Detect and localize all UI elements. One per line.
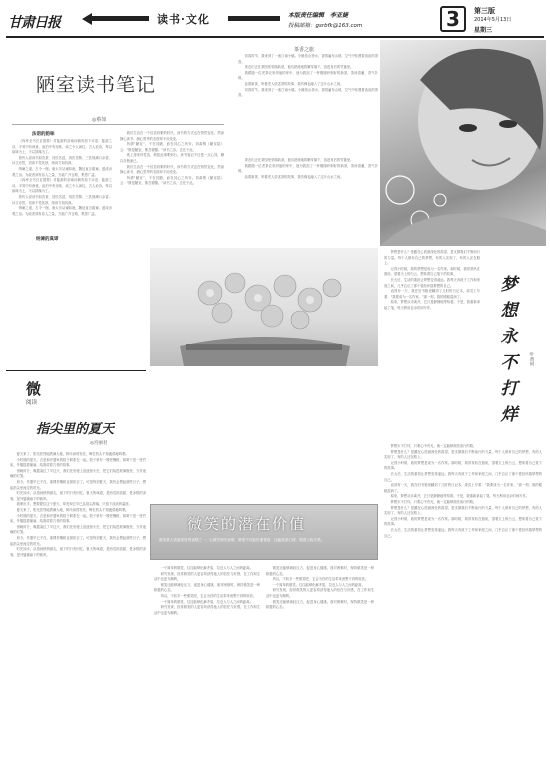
masthead-divider: [6, 36, 544, 38]
title-char: 永: [500, 327, 518, 347]
paragraph: 纸上得来终觉浅，绝知此事要躬行。读书笔记不过是一点心得，聊以自勉而已。: [120, 153, 224, 163]
paragraph: 所谓“陋室”，不在其陋，而在其心之所安。刘禹锡《陋室铭》云：“斯是陋室，惟吾德馨。”读书之乐，正在于此。: [120, 175, 224, 186]
paragraph: 所以，不妨多一些微笑吧，它会为你的生活带来意想不到的收获。: [160, 593, 257, 598]
article-summer: [6, 370, 146, 782]
paragraph: 纳谏之道，古今一理。唐太宗从谏如流，魏征直言敢谏，遂成贞观之治。为政者须有容人之量，方能广开言路，集思广益。: [12, 166, 112, 177]
article-title: 微笑的潜在价值: [187, 515, 307, 533]
title-underline: [12, 124, 224, 125]
paragraph: 长大后，生活的重担让梦想变得遥远。我每天奔波于工作和家庭之间，几乎忘记了那个曾经怀揣梦想的自己。: [384, 471, 542, 482]
paragraph: 微笑还能够减轻压力，促进身心健康。面对困难时，保持微笑是一种积极的心态。: [266, 599, 374, 610]
newspaper-logo: 甘肃日报: [8, 15, 60, 31]
paragraph: 原来，梦想从未离开，它只是静静地等待着。于是，我重新拿起了笔，每天利用业余时间写作。: [384, 300, 480, 310]
paragraph: 曾有人说读书如饮茶，初饮苦涩，再饮甘醇，三饮则满口余香。诗文亦然，初读不觉其妙，细读方知其深。: [12, 194, 112, 205]
header-bar: [91, 16, 149, 21]
paragraph: 我跟随一位老茶农来到他的家中，他为我泡了一杯刚刚炒制好的新茶，茶汤清澈，香气扑鼻。: [238, 70, 378, 81]
paragraph: 夏天来了，阳光热烈地洒满大地，树叶绿得发亮，蝉在枝头不知疲倦地鸣唱。: [16, 452, 129, 456]
section-title: 读书·文化: [157, 13, 210, 26]
article-column: [384, 250, 480, 440]
paragraph: 我跟随一位老茶农来到他的家中，他为我泡了一杯刚刚炒制好的新茶，茶汤清澈，香气扑鼻。: [238, 163, 378, 174]
paragraph: 记得小时候，我的梦想是成为一名作家。那时候，我常常趴在窗前，望着天上的白云，想象着自己笔下的故事。: [384, 516, 542, 527]
subhead-2: 纳谏的真谛: [36, 237, 59, 242]
article-title: 陋室读书笔记: [36, 74, 157, 96]
title-char: 打: [500, 379, 518, 399]
paragraph: 长大后，生活的重担让梦想变得遥远。我每天奔波于工作和家庭之间，几乎忘记了那个曾经怀揣梦想的自己。: [384, 277, 480, 288]
paragraph: 我们生活在一个信息纷繁的时代，读书的方式也在悄然变化，然而静心读书、潜心思考的态度却不应改变。: [120, 131, 224, 141]
paragraph: 小时候的夏天，总是和外婆家的院子联系在一起。院子里有一棵老槐树，树荫下是一张竹床，外婆摇着蒲扇，给我讲着古老的故事。: [10, 513, 146, 524]
paragraph: 所以，不妨多一些微笑吧，它会为你的生活带来意想不到的收获。: [272, 577, 369, 582]
issue-date: 2014年5月13日: [474, 17, 512, 23]
article-dream: [380, 246, 546, 782]
kicker-char: 微: [26, 380, 42, 398]
masthead: [0, 0, 550, 36]
paragraph: 傍晚时分，晚霞染红了半边天，我们在田埂上追逐萤火虫，把它们装进玻璃瓶里，当作夜晚的灯笼。: [10, 524, 146, 535]
email-line: 投稿邮箱：gsrbfk@163.com: [288, 23, 363, 29]
paragraph: 梦想是什么？是藏在心底最深处的渴望，是支撑我们不断前行的力量。每个人都有自己的梦想，有的人实现了，有的人还在路上。: [384, 250, 480, 266]
title-char: 烊: [500, 405, 518, 425]
article-byline: ◎宫丽君: [90, 441, 108, 446]
article-smile: [150, 370, 378, 782]
article-title: 指尖里的夏天: [36, 422, 115, 437]
article-body: [238, 158, 378, 246]
article-deck: 微笑是人类最美好的表情之一。心理学研究表明，微笑不仅能传递善意，还能改善心情，增进人际关系。: [159, 538, 325, 542]
child-face-illustration: [380, 40, 546, 246]
paragraph: 直到有一天，我在旧书箱里翻到了儿时的日记本，扉页上写着：“我要成为一名作家。”那一刻，我的眼眶湿润了。: [384, 289, 480, 299]
page-number-box: [440, 6, 466, 32]
paragraph: 品着新茶，听着老人讲述茶的故事，我仿佛也融入了这片山水之间。: [244, 174, 344, 179]
paragraph: 研究发现，经常微笑的人更容易获得他人的信任与好感，在工作和生活中也更为顺利。: [154, 605, 260, 615]
weekday: 星期三: [474, 27, 493, 34]
editor-line: 本版责任编辑 李亚婕: [288, 12, 349, 19]
title-char: 不: [500, 353, 518, 373]
paragraph: 所谓“陋室”，不在其陋，而在其心之所安。刘禹锡《陋室铭》云：“斯是陋室，惟吾德馨。”读书之乐，正在于此。: [120, 142, 224, 152]
paragraph: 如今，外婆早已不在，那棵老槐树也被砍去了。可是每到夏天，我仍会想起那些日子，想起指尖里流过的时光。: [10, 479, 146, 490]
child-photo: [380, 40, 546, 246]
page-number: 3: [446, 7, 460, 31]
paragraph: 一个简单的微笑，往往能够化解矛盾，拉近人与人之间的距离。: [160, 599, 253, 604]
paragraph: 原来，梦想从未离开，它只是静静地等待着。于是，我重新拿起了笔，每天利用业余时间写作。: [390, 494, 530, 499]
paragraph: 梦想永不打烊，只要心中有光，就一定能够照亮前行的路。: [390, 444, 477, 448]
paragraph: 如今，外婆早已不在，那棵老槐树也被砍去了。可是每到夏天，我仍会想起那些日子，想起指尖里流过的时光。: [10, 535, 146, 546]
paragraph: 记得小时候，我的梦想是成为一名作家。那时候，我常常趴在窗前，望着天上的白云，想象着自己笔下的故事。: [384, 460, 542, 471]
paragraph: 小时候的夏天，总是和外婆家的院子联系在一起。院子里有一棵老槐树，树荫下是一张竹床，外婆摇着蒲扇，给我讲着古老的故事。: [10, 457, 146, 468]
title-char: 想: [500, 301, 518, 321]
paragraph: 时光如水，从指间悄悄溜走，留下的只有回忆。夏天的味道，是西瓜的清甜，是冰棍的凉爽，是外婆蒲扇下的微风。: [10, 491, 146, 501]
flowers-illustration: [150, 248, 378, 366]
article-column: [384, 444, 542, 778]
paragraph: 《四库全书总目提要》对陆游的剑南诗稿有如下评述：陆游之诗，平易中有深意，淡泊中有至味，读之令人神往。古人论诗，每以韵味为上，不以辞藻为工。: [12, 139, 112, 155]
paragraph: 研究发现，经常微笑的人更容易获得他人的信任与好感，在工作和生活中也更为顺利。: [266, 588, 374, 598]
paragraph: 曾有人说读书如饮茶，初饮苦涩，再饮甘醇，三饮则满口余香。诗文亦然，初读不觉其妙，细读方知其深。: [12, 155, 112, 166]
paragraph: 初春时节，我来到了一座江南小镇。小镇依山傍水，茶园遍布山坡，空气中弥漫着淡淡的茶香。: [238, 54, 378, 64]
paragraph: 我伸出手，想要握住这个夏天，却发现它早已从指尖滑落，只留下淡淡的温度。: [16, 502, 132, 507]
paragraph: 一个简单的微笑，往往能够化解矛盾，拉近人与人之间的距离。: [160, 566, 253, 570]
paragraph: 微笑还能够减轻压力，促进身心健康。面对困难时，保持微笑是一种积极的心态。: [266, 566, 374, 576]
article-body: [10, 452, 146, 778]
article-title: 茶香之旅: [294, 47, 315, 53]
paragraph: 梦想是什么？是藏在心底最深处的渴望，是支撑我们不断前行的力量。每个人都有自己的梦想，有的人实现了，有的人还在路上。: [384, 505, 542, 516]
paragraph: 微笑还能够减轻压力，促进身心健康。面对困难时，保持微笑是一种积极的心态。: [154, 582, 260, 593]
paragraph: 记得小时候，我的梦想是成为一名作家。那时候，我常常趴在窗前，望着天上的白云，想象着自己笔下的故事。: [384, 266, 480, 277]
paragraph: 茶农们正在茶园里采摘新茶，他们熟练地将嫩芽摘下，放进身后的竹篓里。: [244, 158, 354, 162]
page-label: 第三版: [474, 7, 495, 15]
section-divider: [6, 370, 146, 371]
paragraph: 长大后，生活的重担让梦想变得遥远。我每天奔波于工作和家庭之间，几乎忘记了那个曾经怀揣梦想的自己。: [384, 527, 542, 538]
header-bar-right: [228, 16, 280, 21]
article-byline: ◎黄珂: [529, 352, 534, 366]
title-banner: [150, 504, 378, 560]
flowers-photo: [150, 248, 378, 366]
paragraph: 茶农们正在茶园里采摘新茶，他们熟练地将嫩芽摘下，放进身后的竹篓里。: [244, 65, 354, 70]
column-label: 阅读: [26, 400, 38, 406]
paragraph: 《四库全书总目提要》对陆游的剑南诗稿有如下评述：陆游之诗，平易中有深意，淡泊中有至味，读之令人神往。古人论诗，每以韵味为上，不以辞藻为工。: [12, 178, 112, 194]
paragraph: 夏天来了，阳光热烈地洒满大地，树叶绿得发亮，蝉在枝头不知疲倦地鸣唱。: [16, 507, 129, 512]
paragraph: 纳谏之道，古今一理。唐太宗从谏如流，魏征直言敢谏，遂成贞观之治。为政者须有容人之量，方能广开言路，集思广益。: [12, 206, 112, 216]
paragraph: 梦想是什么？是藏在心底最深处的渴望，是支撑我们不断前行的力量。每个人都有自己的梦想，有的人实现了，有的人还在路上。: [384, 449, 542, 460]
paragraph: 傍晚时分，晚霞染红了半边天，我们在田埂上追逐萤火虫，把它们装进玻璃瓶里，当作夜晚的灯笼。: [10, 468, 146, 479]
paragraph: 一个简单的微笑，往往能够化解矛盾，拉近人与人之间的距离。: [272, 582, 365, 587]
vertical-title: [494, 272, 524, 428]
paragraph: 品着新茶，听着老人讲述茶的故事，我仿佛也融入了这片山水之间。: [244, 81, 344, 86]
article-column: [266, 566, 374, 778]
article-byline: ◎蔡如: [92, 117, 107, 123]
paragraph: 梦想永不打烊，只要心中有光，就一定能够照亮前行的路。: [390, 499, 477, 504]
title-char: 梦: [500, 275, 518, 295]
paragraph: 时光如水，从指间悄悄溜走，留下的只有回忆。夏天的味道，是西瓜的清甜，是冰棍的凉爽，是外婆蒲扇下的微风。: [10, 547, 146, 557]
article-column: [12, 139, 112, 369]
paragraph: 研究发现，经常微笑的人更容易获得他人的信任与好感，在工作和生活中也更为顺利。: [154, 571, 260, 582]
article-body: [238, 54, 378, 156]
article-column: [154, 566, 260, 778]
paragraph: 我们生活在一个信息纷繁的时代，读书的方式也在悄然变化，然而静心读书、潜心思考的态度却不应改变。: [120, 164, 224, 175]
paragraph: 直到有一天，我在旧书箱里翻到了儿时的日记本，扉页上写着：“我要成为一名作家。”那一刻，我的眼眶湿润了。: [384, 483, 542, 493]
subhead-1: 法语的韵味: [32, 132, 55, 137]
paragraph: 初春时节，我来到了一座江南小镇。小镇依山傍水，茶园遍布山坡，空气中弥漫着淡淡的茶香。: [238, 87, 378, 98]
